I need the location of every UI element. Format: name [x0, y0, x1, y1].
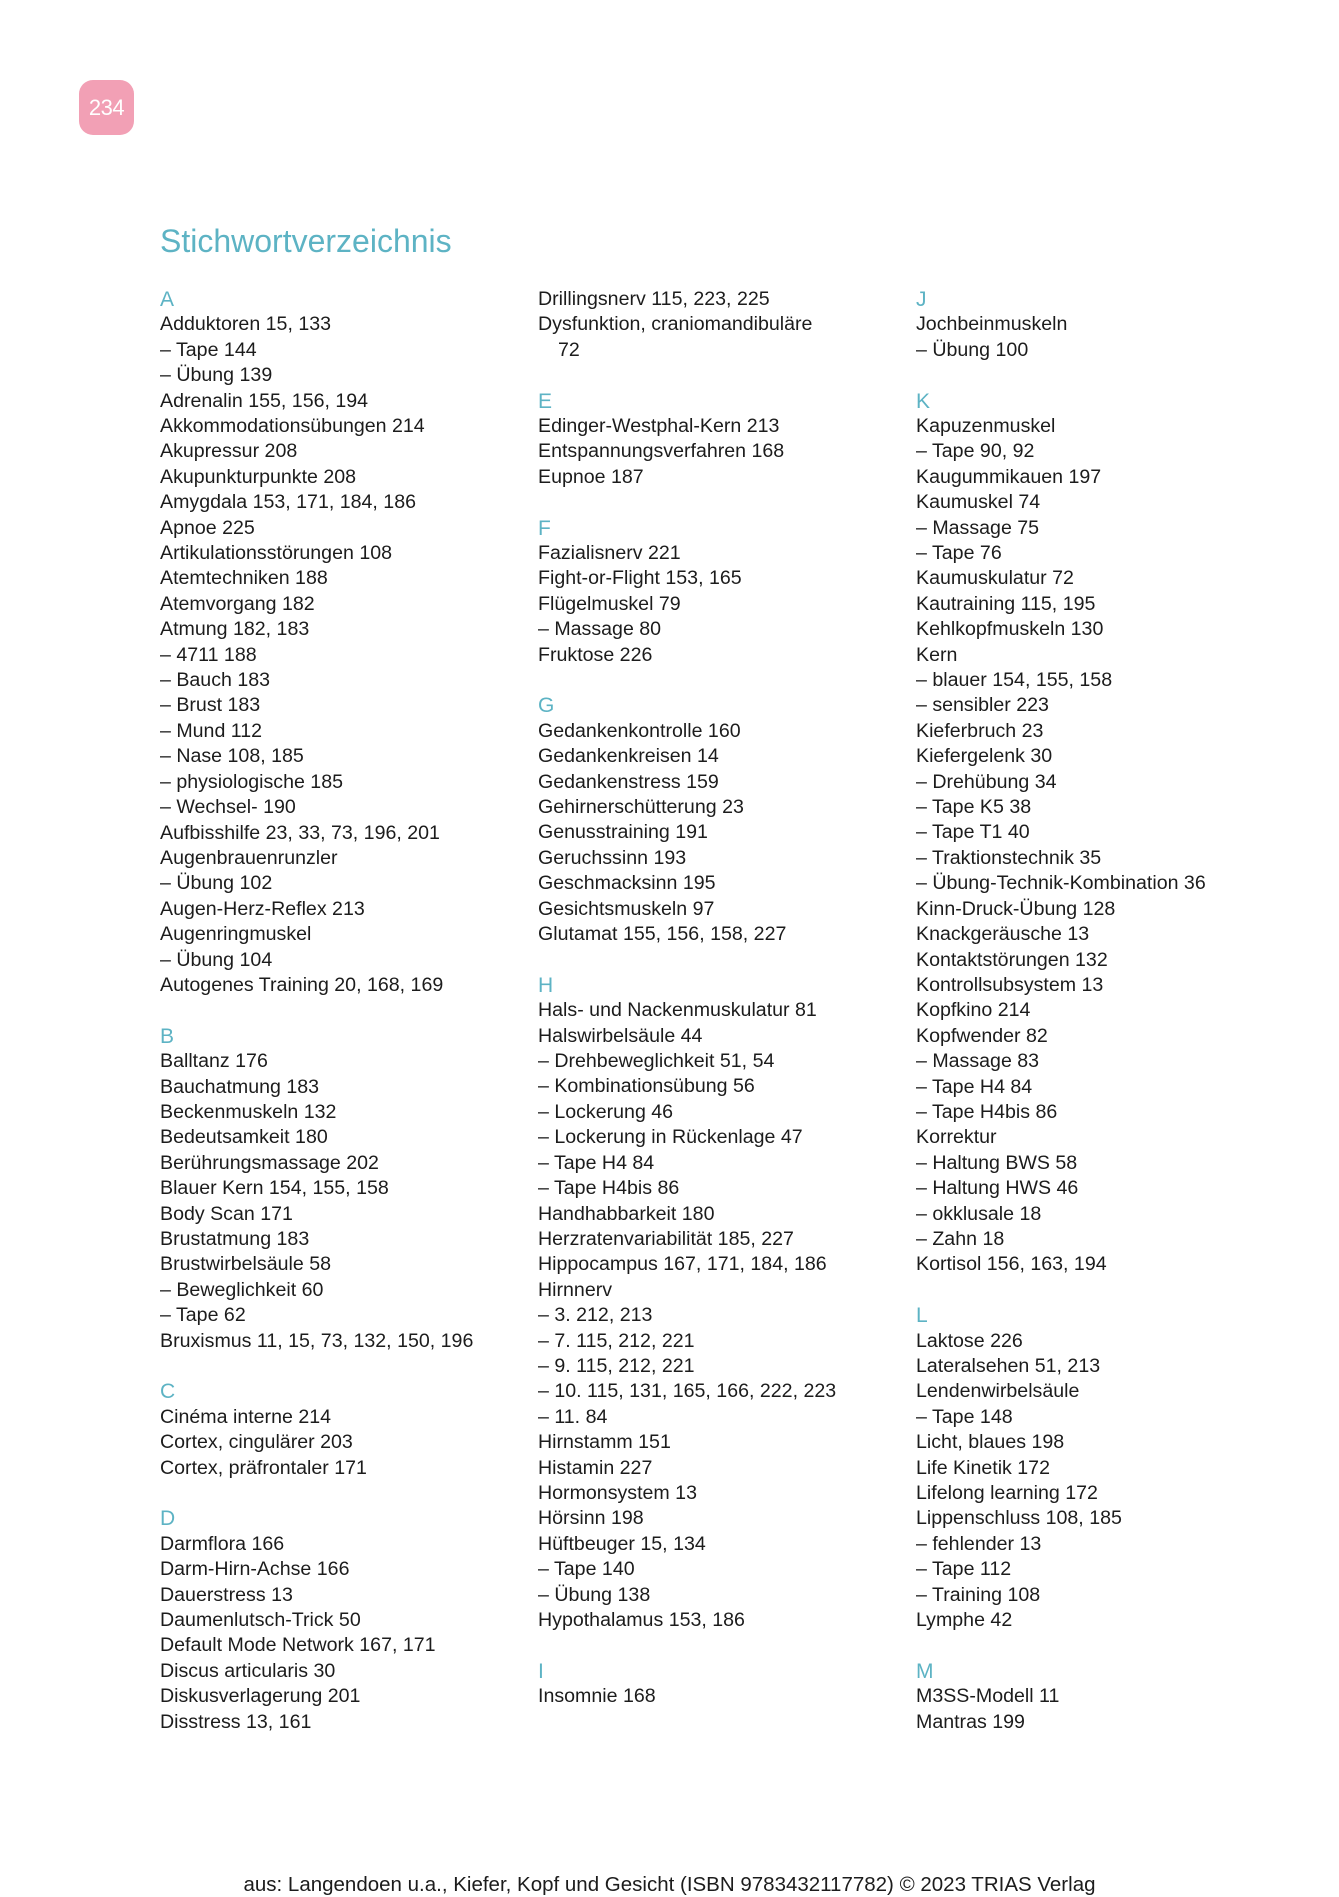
index-entry: – Übung-Technik-Kombination 36: [916, 872, 1206, 895]
index-entry: Lifelong learning 172: [916, 1482, 1098, 1505]
index-column-1: [160, 287, 520, 1760]
index-column-2: [538, 287, 898, 1735]
index-entry: Entspannungsverfahren 168: [538, 440, 785, 463]
index-entry: Gedankenkontrolle 160: [538, 719, 741, 742]
index-entry: Kortisol 156, 163, 194: [916, 1253, 1107, 1276]
index-entry: Hörsinn 198: [538, 1507, 644, 1530]
index-entry: Berührungsmassage 202: [160, 1151, 379, 1174]
index-entry: Kiefergelenk 30: [916, 745, 1053, 768]
index-entry: Halswirbelsäule 44: [538, 1024, 703, 1047]
index-entry: Gedankenkreisen 14: [538, 745, 719, 768]
section-letter: L: [916, 1304, 928, 1328]
index-entry: Kaugummikauen 197: [916, 465, 1102, 488]
index-entry: Diskusverlagerung 201: [160, 1685, 361, 1708]
index-entry: – blauer 154, 155, 158: [916, 669, 1113, 692]
index-entry: – fehlender 13: [916, 1532, 1042, 1555]
index-entry: – Lockerung in Rückenlage 47: [538, 1126, 803, 1149]
index-entry: – 10. 115, 131, 165, 166, 222, 223: [538, 1380, 837, 1403]
index-entry: – Drehübung 34: [916, 770, 1057, 793]
index-entry: Glutamat 155, 156, 158, 227: [538, 923, 787, 946]
index-entry: Kieferbruch 23: [916, 719, 1044, 742]
index-entry: Kaumuskulatur 72: [916, 567, 1074, 590]
index-entry: – Tape H4 84: [916, 1075, 1033, 1098]
section-letter: M: [916, 1659, 934, 1683]
index-entry: – Tape 148: [916, 1405, 1013, 1428]
section-letter: K: [916, 389, 931, 413]
section-letter: B: [160, 1024, 175, 1048]
section-letter: G: [538, 694, 555, 718]
index-entry: Histamin 227: [538, 1456, 653, 1479]
index-entry: Kern: [916, 643, 958, 666]
section-letter: A: [160, 288, 175, 311]
index-section-a: [160, 287, 520, 998]
index-section-k: [916, 389, 1276, 1278]
index-entry: Hormonsystem 13: [538, 1481, 697, 1504]
index-entry: – Massage 75: [916, 516, 1040, 539]
index-entry: – 3. 212, 213: [538, 1304, 653, 1327]
index-entry: Augenringmuskel: [160, 923, 312, 946]
index-entry: Gedankenstress 159: [538, 770, 719, 793]
index-entry: Dauerstress 13: [160, 1583, 293, 1606]
index-section-i: [538, 1659, 898, 1710]
index-entry: Autogenes Training 20, 168, 169: [160, 973, 444, 996]
index-entry: Lendenwirbelsäule: [916, 1380, 1080, 1403]
index-entry: – Tape K5 38: [916, 796, 1032, 819]
index-column-3: [916, 287, 1276, 1760]
index-entry: – physiologische 185: [160, 770, 344, 793]
section-letter: F: [538, 516, 551, 540]
index-entry: – Drehbeweglichkeit 51, 54: [538, 1050, 775, 1073]
section-letter: J: [916, 288, 927, 311]
index-entry: – Wechsel- 190: [160, 796, 296, 819]
index-entry: Lateralsehen 51, 213: [916, 1354, 1101, 1377]
index-entry: – Tape H4 84: [538, 1151, 655, 1174]
index-entry: – Tape 144: [160, 338, 257, 361]
index-entry: Akupunkturpunkte 208: [160, 465, 357, 488]
index-entry: Apnoe 225: [160, 516, 255, 539]
index-entry: Eupnoe 187: [538, 465, 644, 488]
section-letter: D: [160, 1507, 176, 1531]
index-entry: Knackgeräusche 13: [916, 923, 1090, 946]
index-entry: Geschmacksinn 195: [538, 872, 716, 895]
index-entry: Body Scan 171: [160, 1202, 293, 1225]
index-entry: – Tape H4bis 86: [538, 1177, 680, 1200]
index-entry: Brustatmung 183: [160, 1227, 310, 1250]
index-entry: – Brust 183: [160, 694, 261, 717]
index-entry: Cortex, präfrontaler 171: [160, 1456, 367, 1479]
index-entry: Hüftbeuger 15, 134: [538, 1532, 706, 1555]
index-entry: Insomnie 168: [538, 1685, 656, 1708]
index-entry: – Haltung HWS 46: [916, 1177, 1079, 1200]
index-entry: Geruchssinn 193: [538, 846, 687, 869]
index-section-f: [538, 516, 898, 668]
index-entry: – Beweglichkeit 60: [160, 1278, 324, 1301]
index-entry: – Übung 104: [160, 948, 273, 971]
index-entry: – Übung 100: [916, 338, 1029, 361]
index-entry: Adduktoren 15, 133: [160, 313, 332, 336]
index-entry: Kopfkino 214: [916, 999, 1031, 1022]
index-entry: Herzratenvariabilität 185, 227: [538, 1227, 794, 1250]
index-entry: Balltanz 176: [160, 1050, 268, 1073]
index-entry: – sensibler 223: [916, 694, 1049, 717]
index-entry: Hippocampus 167, 171, 184, 186: [538, 1253, 827, 1276]
index-entry: Kautraining 115, 195: [916, 592, 1096, 615]
index-entry: – Training 108: [916, 1583, 1041, 1606]
index-entry: – Übung 102: [160, 872, 273, 895]
index-entry: Atmung 182, 183: [160, 618, 310, 641]
index-entry: Kehlkopfmuskeln 130: [916, 618, 1104, 641]
index-entry: Bruxismus 11, 15, 73, 132, 150, 196: [160, 1329, 474, 1352]
index-entry: Fazialisnerv 221: [538, 542, 681, 564]
index-entry: Disstress 13, 161: [160, 1710, 312, 1733]
index-entry: Cinéma interne 214: [160, 1405, 332, 1428]
index-entry: Atemvorgang 182: [160, 592, 315, 615]
index-entry: – Kombinationsübung 56: [538, 1075, 755, 1098]
index-entry: Akupressur 208: [160, 440, 298, 463]
index-entry: Darmflora 166: [160, 1532, 285, 1555]
index-entry: Hirnstamm 151: [538, 1431, 671, 1454]
index-entry: Genusstraining 191: [538, 821, 708, 844]
index-section-continued: [538, 287, 898, 363]
index-entry: Default Mode Network 167, 171: [160, 1634, 436, 1657]
index-entry: – Traktionstechnik 35: [916, 846, 1102, 869]
index-entry: – 11. 84: [538, 1405, 608, 1428]
index-entry: – Tape 62: [160, 1304, 246, 1327]
index-section-c: [160, 1379, 520, 1481]
index-entry: – Tape H4bis 86: [916, 1100, 1058, 1123]
index-entry: Hypothalamus 153, 186: [538, 1609, 745, 1631]
index-entry: – Zahn 18: [916, 1227, 1005, 1250]
index-entry: Hals- und Nackenmuskulatur 81: [538, 999, 817, 1022]
index-entry: Licht, blaues 198: [916, 1431, 1065, 1454]
index-entry: Darm-Hirn-Achse 166: [160, 1558, 350, 1581]
index-entry: – Tape 90, 92: [916, 440, 1035, 463]
index-entry: M3SS-Modell 11: [916, 1685, 1060, 1708]
index-entry: Fight-or-Flight 153, 165: [538, 567, 742, 590]
index-entry: – Tape T1 40: [916, 821, 1030, 844]
index-entry: – Lockerung 46: [538, 1100, 674, 1123]
index-entry: – Massage 83: [916, 1050, 1040, 1073]
index-entry: Korrektur: [916, 1126, 997, 1149]
index-section-m: [916, 1659, 1276, 1735]
index-entry: Edinger-Westphal-Kern 213: [538, 415, 780, 437]
section-letter: H: [538, 973, 554, 997]
index-entry: Daumenlutsch-Trick 50: [160, 1609, 361, 1632]
index-entry: – Mund 112: [160, 719, 263, 742]
index-section-h: [538, 973, 898, 1634]
index-entry: Bedeutsamkeit 180: [160, 1126, 328, 1149]
index-section-d: [160, 1506, 520, 1735]
index-entry: Kopfwender 82: [916, 1024, 1048, 1047]
index-entry: Dysfunktion, craniomandibuläre: [538, 313, 813, 336]
index-entry: Bauchatmung 183: [160, 1075, 320, 1098]
index-entry: Lymphe 42: [916, 1609, 1013, 1632]
index-entry: Beckenmuskeln 132: [160, 1100, 337, 1123]
index-entry: – 9. 115, 212, 221: [538, 1354, 695, 1377]
index-entry: Mantras 199: [916, 1710, 1025, 1733]
section-letter: C: [160, 1380, 176, 1404]
index-entry: – Bauch 183: [160, 669, 271, 692]
index-entry: Aufbisshilfe 23, 33, 73, 196, 201: [160, 821, 440, 844]
index-entry: Fruktose 226: [538, 643, 653, 666]
index-entry: – Haltung BWS 58: [916, 1151, 1078, 1174]
index-entry: Hirnnerv: [538, 1278, 613, 1301]
index-entry: Augen-Herz-Reflex 213: [160, 897, 365, 920]
index-entry: – Übung 139: [160, 364, 273, 387]
index-entry: 72: [558, 338, 580, 361]
index-entry: Discus articularis 30: [160, 1659, 336, 1682]
index-entry: Flügelmuskel 79: [538, 592, 681, 615]
index-section-b: [160, 1024, 520, 1354]
page-footer: aus: Langendoen u.a., Kiefer, Kopf und Gesicht (ISBN 9783432117782) © 2023 TRIAS Verlag: [243, 1873, 1096, 1896]
index-entry: Gehirnerschütterung 23: [538, 796, 744, 819]
index-entry: Kinn-Druck-Übung 128: [916, 897, 1116, 920]
index-entry: Amygdala 153, 171, 184, 186: [160, 491, 417, 514]
index-entry: – 4711 188: [160, 643, 257, 666]
page-number-badge: 234: [79, 80, 134, 135]
section-letter: E: [538, 389, 553, 413]
index-entry: – Tape 76: [916, 542, 1002, 565]
index-entry: Kapuzenmuskel: [916, 414, 1056, 437]
index-entry: Artikulationsstörungen 108: [160, 542, 393, 565]
index-entry: Life Kinetik 172: [916, 1456, 1050, 1479]
index-entry: – Tape 112: [916, 1558, 1012, 1581]
index-entry: Blauer Kern 154, 155, 158: [160, 1177, 389, 1200]
index-entry: – Übung 138: [538, 1583, 651, 1606]
index-entry: Drillingsnerv 115, 223, 225: [538, 288, 770, 310]
index-entry: Jochbeinmuskeln: [916, 313, 1068, 336]
index-entry: – Massage 80: [538, 618, 662, 641]
index-entry: Brustwirbelsäule 58: [160, 1253, 331, 1276]
index-entry: Laktose 226: [916, 1329, 1023, 1352]
index-entry: Gesichtsmuskeln 97: [538, 897, 715, 920]
index-entry: Handhabbarkeit 180: [538, 1202, 715, 1225]
page-title: Stichwortverzeichnis: [160, 223, 452, 259]
index-entry: Kaumuskel 74: [916, 491, 1041, 514]
index-entry: – okklusale 18: [916, 1202, 1042, 1225]
index-section-e: [538, 389, 898, 491]
index-section-g: [538, 693, 898, 947]
index-entry: Atemtechniken 188: [160, 567, 328, 590]
index-entry: Adrenalin 155, 156, 194: [160, 389, 369, 412]
index-entry: Kontaktstörungen 132: [916, 948, 1108, 971]
index-entry: Akkommodationsübungen 214: [160, 415, 425, 438]
index-entry: Augenbrauenrunzler: [160, 846, 338, 869]
index-section-l: [916, 1303, 1276, 1633]
index-entry: Lippenschluss 108, 185: [916, 1507, 1122, 1530]
section-letter: I: [538, 1659, 544, 1683]
index-entry: – 7. 115, 212, 221: [538, 1329, 695, 1352]
index-entry: – Nase 108, 185: [160, 745, 304, 768]
index-section-j: [916, 287, 1276, 363]
index-entry: – Tape 140: [538, 1558, 635, 1581]
index-entry: Cortex, cingulärer 203: [160, 1431, 353, 1454]
index-entry: Kontrollsubsystem 13: [916, 973, 1104, 996]
